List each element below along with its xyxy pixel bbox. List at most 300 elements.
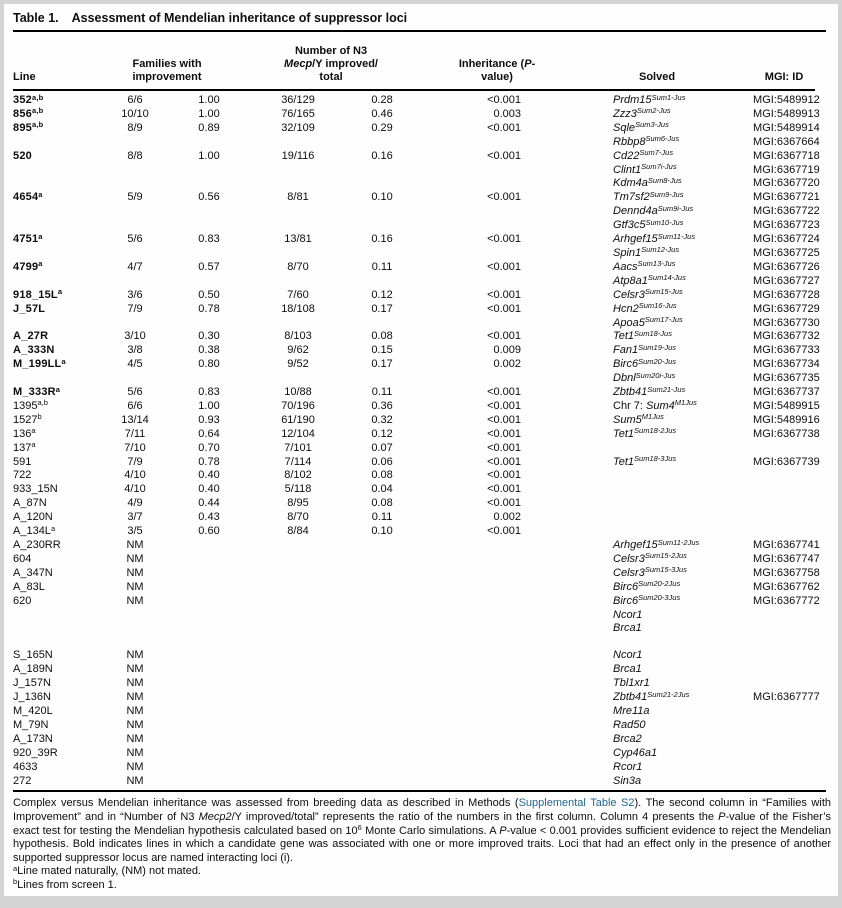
table-row xyxy=(13,595,815,609)
line-cell: $A\_134L^a$ xyxy=(13,523,56,538)
pvalue-cell xyxy=(421,317,551,331)
n3-fraction-cell xyxy=(253,622,343,636)
line-cell: 620 xyxy=(13,594,32,607)
table-row xyxy=(13,275,815,289)
families-ratio-cell xyxy=(165,677,253,691)
families-ratio-cell xyxy=(165,581,253,595)
line-cell: M_79N xyxy=(13,718,49,731)
text-segment: Mecp xyxy=(284,58,313,70)
mgi-id-cell: MGI:6367723 xyxy=(753,219,820,232)
table-row xyxy=(13,553,815,567)
pvalue-cell xyxy=(421,649,551,663)
families-fraction-cell xyxy=(105,136,165,150)
table-sheet xyxy=(4,4,838,896)
solved-cell xyxy=(551,108,701,122)
gene-symbol: Brca2 xyxy=(613,732,642,745)
line-cell: 895$^{a,b}$ xyxy=(13,120,44,134)
line-superscript: a,b xyxy=(37,398,48,408)
mgi-id-cell: MGI:6367722 xyxy=(753,205,820,218)
mgi-id-cell xyxy=(701,497,815,511)
gene-symbol: Zzz3 xyxy=(613,107,637,120)
families-fraction-cell: NM xyxy=(126,704,144,717)
families-ratio-cell: 1.00 xyxy=(198,107,220,120)
allele-superscript: Sum15-Jus xyxy=(644,287,683,297)
n3-fraction-cell xyxy=(253,275,343,289)
n3-fraction-cell: 32/109 xyxy=(281,121,315,134)
n3-ratio-cell xyxy=(343,595,421,609)
mgi-id-cell xyxy=(701,525,815,539)
mgi-id-cell: MGI:6367737 xyxy=(753,386,820,399)
pvalue-cell xyxy=(421,247,551,261)
n3-ratio-cell xyxy=(343,164,421,178)
n3-fraction-cell: 8/95 xyxy=(287,497,309,510)
supplemental-table-s2-link[interactable]: Supplemental Table S2 xyxy=(518,797,635,810)
pvalue-cell: 0.003 xyxy=(493,107,522,120)
line-cell xyxy=(13,177,105,191)
n3-ratio-cell: 0.10 xyxy=(371,191,393,204)
line-cell: J_136N xyxy=(13,691,51,704)
gene-symbol: Celsr3 xyxy=(613,552,645,565)
n3-fraction-cell xyxy=(253,205,343,219)
families-ratio-cell xyxy=(165,372,253,386)
pvalue-cell xyxy=(421,372,551,386)
pvalue-cell: <0.001 xyxy=(487,413,522,426)
gene-symbol: Rad50 xyxy=(613,718,646,731)
n3-ratio-cell xyxy=(343,205,421,219)
allele-superscript: Sum19-Jus xyxy=(638,342,677,352)
gene-symbol: Rcor1 xyxy=(613,760,643,773)
gene-symbol: Fan1 xyxy=(613,344,639,357)
table-row xyxy=(13,90,815,108)
text-segment: Monte Carlo simulations. A xyxy=(361,824,500,837)
spacer-cell xyxy=(13,636,815,649)
footnote-main xyxy=(13,797,831,865)
families-fraction-cell: 6/6 xyxy=(127,399,143,412)
n3-ratio-cell xyxy=(343,649,421,663)
line-cell: A_173N xyxy=(13,732,53,745)
pvalue-cell xyxy=(421,733,551,747)
allele-superscript: Sum13-Jus xyxy=(637,259,676,269)
families-ratio-cell xyxy=(165,705,253,719)
solved-cell xyxy=(551,775,701,789)
solved-cell xyxy=(551,456,701,470)
gene-symbol: Cd22 xyxy=(613,149,640,162)
pvalue-cell xyxy=(421,705,551,719)
n3-fraction-cell xyxy=(253,372,343,386)
mgi-id-cell xyxy=(701,622,815,636)
families-ratio-cell: 0.89 xyxy=(198,121,220,134)
line-cell xyxy=(13,609,105,623)
families-ratio-cell xyxy=(165,761,253,775)
n3-ratio-cell xyxy=(343,609,421,623)
line-cell: 137$^a$ xyxy=(13,440,36,454)
n3-fraction-cell: 8/102 xyxy=(284,469,312,482)
families-fraction-cell: 3/6 xyxy=(127,288,143,301)
allele-superscript: Sum6-Jus xyxy=(645,134,680,144)
n3-ratio-cell: 0.07 xyxy=(371,441,393,454)
pvalue-cell xyxy=(421,663,551,677)
n3-header-line3: total xyxy=(319,71,343,83)
text-segment: Complex versus Mendelian inheritance was assessed from breeding data as described in Methods ( xyxy=(13,797,519,810)
families-fraction-cell xyxy=(105,622,165,636)
gene-symbol: Brca1 xyxy=(613,622,642,635)
table-row xyxy=(13,567,815,581)
mgi-id-cell: MGI:5489915 xyxy=(753,399,820,412)
mgi-id-cell: MGI:6367777 xyxy=(753,691,820,704)
n3-fraction-cell xyxy=(253,609,343,623)
col-header-line-label: Line xyxy=(13,71,36,83)
pvalue-cell xyxy=(421,677,551,691)
solved-prefix: Chr 7: xyxy=(613,399,647,412)
allele-superscript: Sum20-3Jus xyxy=(638,593,681,603)
families-fraction-cell: NM xyxy=(126,774,144,787)
solved-cell xyxy=(551,247,701,261)
table-row xyxy=(13,525,815,539)
table-row xyxy=(13,150,815,164)
table-row xyxy=(13,108,815,122)
families-ratio-cell xyxy=(165,136,253,150)
n3-ratio-cell xyxy=(343,663,421,677)
families-fraction-cell: NM xyxy=(126,539,144,551)
solved-cell xyxy=(551,663,701,677)
line-cell: 920_39R xyxy=(13,746,58,759)
table-row xyxy=(13,164,815,178)
solved-cell xyxy=(551,317,701,331)
mgi-id-cell: MGI:5489914 xyxy=(753,121,820,134)
text-segment: -value of the Fisher’s exact test for testing the Mendelian hypothesis calculated based on 10 xyxy=(13,811,831,837)
allele-superscript: Sum15-3Jus xyxy=(644,565,687,575)
gene-symbol: Ncor1 xyxy=(613,608,643,621)
table-row xyxy=(13,719,815,733)
table-row xyxy=(13,428,815,442)
families-header-line1: Families with xyxy=(132,58,202,70)
mgi-id-cell: MGI:6367729 xyxy=(753,302,820,315)
n3-fraction-cell: 9/52 xyxy=(287,358,309,371)
n3-fraction-cell xyxy=(253,595,343,609)
solved-cell xyxy=(551,400,701,414)
mgi-id-cell xyxy=(701,705,815,719)
gene-symbol: Tet1 xyxy=(613,330,635,343)
solved-cell xyxy=(551,761,701,775)
families-ratio-cell: 0.78 xyxy=(198,302,220,315)
solved-cell xyxy=(551,595,701,609)
n3-fraction-cell xyxy=(253,247,343,261)
families-ratio-cell xyxy=(165,719,253,733)
families-ratio-cell: 1.00 xyxy=(198,94,220,106)
families-fraction-cell: 7/11 xyxy=(124,427,146,440)
n3-ratio-cell xyxy=(343,372,421,386)
solved-cell xyxy=(551,90,701,108)
solved-cell xyxy=(551,691,701,705)
allele-superscript: Sum1-Jus xyxy=(651,92,686,102)
mgi-id-cell: MGI:6367730 xyxy=(753,316,820,329)
col-header-inheritance xyxy=(421,32,551,90)
table-row xyxy=(13,497,815,511)
families-fraction-cell: 3/10 xyxy=(124,330,146,343)
mgi-id-cell: MGI:6367735 xyxy=(753,372,820,385)
pvalue-cell xyxy=(421,275,551,289)
allele-superscript: Sum12-Jus xyxy=(641,245,680,255)
families-ratio-cell xyxy=(165,733,253,747)
col-header-line xyxy=(13,32,105,90)
spacer-row xyxy=(13,636,815,649)
pvalue-cell: <0.001 xyxy=(487,94,522,106)
mgi-id-cell xyxy=(701,733,815,747)
gene-symbol: Dbnl xyxy=(613,372,636,385)
gene-symbol: Kdm4a xyxy=(613,177,648,190)
allele-superscript: Sum20i-Jus xyxy=(635,370,676,380)
pvalue-cell: <0.001 xyxy=(487,441,522,454)
n3-fraction-cell: 7/60 xyxy=(287,288,309,301)
pvalue-cell: 0.009 xyxy=(493,344,522,357)
families-ratio-cell xyxy=(165,317,253,331)
families-ratio-cell: 0.40 xyxy=(198,469,220,482)
n3-fraction-cell xyxy=(253,733,343,747)
gene-symbol: Birc6 xyxy=(613,580,639,593)
mgi-id-cell xyxy=(701,469,815,483)
n3-ratio-cell xyxy=(343,247,421,261)
line-superscript: a xyxy=(38,231,43,241)
pvalue-cell: <0.001 xyxy=(487,330,522,343)
table-row xyxy=(13,317,815,331)
mgi-id-cell: MGI:5489912 xyxy=(753,94,820,106)
line-cell: $918\_15L^a$ xyxy=(13,287,63,301)
table-row xyxy=(13,247,815,261)
table-caption: Assessment of Mendelian inheritance of suppressor loci xyxy=(71,11,408,25)
families-ratio-cell xyxy=(165,275,253,289)
n3-fraction-cell: 7/114 xyxy=(284,455,312,468)
solved-cell xyxy=(551,511,701,525)
text-segment: b xyxy=(13,877,18,887)
n3-fraction-cell xyxy=(253,747,343,761)
mgi-id-cell: MGI:6367762 xyxy=(753,580,820,593)
text-segment: Lines from screen 1. xyxy=(17,878,117,891)
n3-fraction-cell xyxy=(253,719,343,733)
families-ratio-cell xyxy=(165,219,253,233)
n3-ratio-cell: 0.10 xyxy=(371,525,393,538)
families-ratio-cell: 0.64 xyxy=(198,427,220,440)
line-cell xyxy=(13,247,105,261)
table-row xyxy=(13,663,815,677)
text-segment: /Y improved/total” represents the ratio of the numbers in the first column. Column 4 presents the xyxy=(231,811,719,823)
n3-fraction-cell: 8/70 xyxy=(287,511,309,524)
solved-cell xyxy=(551,428,701,442)
n3-ratio-cell xyxy=(343,553,421,567)
n3-ratio-cell: 0.11 xyxy=(371,511,393,524)
mgi-id-cell: MGI:6367733 xyxy=(753,344,820,357)
allele-superscript: Sum21-Jus xyxy=(647,384,686,394)
pvalue-cell: <0.001 xyxy=(487,427,522,440)
line-superscript: a xyxy=(55,384,61,394)
pvalue-cell: <0.001 xyxy=(487,469,522,482)
gene-symbol: Rbbp8 xyxy=(613,135,646,148)
text-segment: 6 xyxy=(357,823,362,833)
families-ratio-cell: 0.83 xyxy=(198,386,220,399)
gene-symbol: Arhgef15 xyxy=(613,539,658,551)
table-row xyxy=(13,122,815,136)
families-ratio-cell: 0.43 xyxy=(198,511,220,524)
line-cell xyxy=(13,219,105,233)
line-cell: $M\_199LL^a$ xyxy=(13,356,66,371)
n3-fraction-cell xyxy=(253,539,343,553)
families-fraction-cell: 7/9 xyxy=(127,455,143,468)
n3-fraction-cell: 10/88 xyxy=(284,386,312,399)
inheritance-header-label xyxy=(459,58,535,83)
n3-ratio-cell: 0.12 xyxy=(371,288,393,301)
pvalue-cell xyxy=(421,205,551,219)
n3-fraction-cell: 8/84 xyxy=(287,525,309,538)
pvalue-cell: <0.001 xyxy=(487,525,522,538)
families-ratio-cell: 0.50 xyxy=(198,288,220,301)
families-fraction-cell: 4/10 xyxy=(124,469,146,482)
families-ratio-cell: 0.56 xyxy=(198,191,220,204)
families-fraction-cell: NM xyxy=(126,760,144,773)
data-table xyxy=(13,32,820,788)
table-row xyxy=(13,677,815,691)
pvalue-cell: <0.001 xyxy=(487,191,522,204)
n3-ratio-cell: 0.15 xyxy=(371,344,393,357)
families-ratio-cell: 0.80 xyxy=(198,358,220,371)
table-row xyxy=(13,177,815,191)
families-fraction-cell: 5/9 xyxy=(127,191,143,204)
pvalue-cell xyxy=(421,691,551,705)
allele-superscript: Sum21-2Jus xyxy=(647,689,690,699)
gene-symbol: Cyp46a1 xyxy=(613,746,658,759)
n3-ratio-cell: 0.16 xyxy=(371,149,393,162)
pvalue-cell xyxy=(421,609,551,623)
mgi-id-cell xyxy=(701,775,815,789)
solved-header-label: Solved xyxy=(638,71,676,83)
line-cell: 352$^{a,b}$ xyxy=(13,92,44,106)
pvalue-cell: <0.001 xyxy=(487,233,522,246)
line-cell: 4799$^a$ xyxy=(13,259,43,273)
gene-symbol: Tet1 xyxy=(613,427,635,440)
line-cell: 1527$^b$ xyxy=(13,412,42,426)
line-superscript: a,b xyxy=(31,120,44,130)
pvalue-cell: <0.001 xyxy=(487,483,522,496)
line-cell: J_157N xyxy=(13,677,51,690)
n3-fraction-cell xyxy=(253,219,343,233)
pvalue-cell xyxy=(421,164,551,178)
mgi-id-cell: MGI:6367718 xyxy=(753,149,820,162)
solved-cell xyxy=(551,719,701,733)
allele-superscript: Sum9-Jus xyxy=(649,189,684,199)
families-ratio-cell xyxy=(165,205,253,219)
n3-ratio-cell: 0.36 xyxy=(371,399,393,412)
line-cell: 722 xyxy=(13,469,32,482)
line-cell: J_57L xyxy=(13,302,46,315)
table-row xyxy=(13,414,815,428)
pvalue-cell xyxy=(421,761,551,775)
table-row xyxy=(13,400,815,414)
solved-cell xyxy=(551,469,701,483)
line-cell: 136$^a$ xyxy=(13,426,36,440)
col-header-n3 xyxy=(253,32,421,90)
n3-fraction-cell xyxy=(253,775,343,789)
solved-cell xyxy=(551,733,701,747)
n3-ratio-cell xyxy=(343,219,421,233)
n3-fraction-cell xyxy=(253,663,343,677)
families-ratio-cell: 0.30 xyxy=(198,330,220,343)
families-fraction-cell: 3/7 xyxy=(127,511,143,524)
families-fraction-cell: 5/6 xyxy=(127,233,143,246)
allele-superscript: Sum18-3Jus xyxy=(634,454,677,464)
pvalue-cell: <0.001 xyxy=(487,260,522,273)
families-ratio-cell: 0.70 xyxy=(198,441,220,454)
mgi-id-cell xyxy=(701,663,815,677)
mgi-id-cell xyxy=(701,747,815,761)
mgi-id-cell: MGI:6367720 xyxy=(753,177,820,190)
n3-fraction-cell: 12/104 xyxy=(281,427,315,440)
mgi-id-cell: MGI:6367719 xyxy=(753,163,820,176)
families-fraction-cell xyxy=(105,372,165,386)
solved-cell xyxy=(551,622,701,636)
families-fraction-cell xyxy=(105,317,165,331)
n3-fraction-cell xyxy=(253,761,343,775)
pvalue-cell: <0.001 xyxy=(487,497,522,510)
n3-ratio-cell: 0.29 xyxy=(371,121,393,134)
table-row xyxy=(13,609,815,623)
gene-symbol: Zbtb41 xyxy=(613,386,648,399)
line-cell xyxy=(13,136,105,150)
line-cell: A_333N xyxy=(13,344,55,357)
allele-superscript: M1Jus xyxy=(641,412,664,422)
gene-symbol: Apoa5 xyxy=(613,316,645,329)
n3-ratio-cell: 0.12 xyxy=(371,427,393,440)
bottom-rule xyxy=(13,790,826,792)
families-ratio-cell: 0.57 xyxy=(198,260,220,273)
allele-superscript: Sum3-Jus xyxy=(635,120,669,130)
n3-fraction-cell xyxy=(253,691,343,705)
families-fraction-cell xyxy=(105,609,165,623)
table-row xyxy=(13,539,815,553)
col-header-families xyxy=(105,32,253,90)
families-fraction-cell: NM xyxy=(126,718,144,731)
n3-fraction-cell xyxy=(253,705,343,719)
families-ratio-cell xyxy=(165,247,253,261)
gene-symbol: Sum4 xyxy=(646,399,675,412)
families-fraction-cell: 4/5 xyxy=(127,358,143,371)
n3-fraction-cell: 61/190 xyxy=(281,413,315,426)
line-superscript: a xyxy=(31,426,36,436)
mgi-id-cell: MGI:6367732 xyxy=(753,330,820,343)
table-row xyxy=(13,191,815,205)
n3-ratio-cell xyxy=(343,677,421,691)
pvalue-cell: <0.001 xyxy=(487,149,522,162)
table-row xyxy=(13,289,815,303)
solved-cell xyxy=(551,525,701,539)
mgi-id-cell: MGI:6367724 xyxy=(753,233,820,246)
pvalue-cell: <0.001 xyxy=(487,288,522,301)
n3-fraction-cell: 8/70 xyxy=(287,260,309,273)
table-row xyxy=(13,469,815,483)
n3-fraction-cell xyxy=(253,164,343,178)
mgi-id-cell xyxy=(701,677,815,691)
pvalue-cell: <0.001 xyxy=(487,399,522,412)
text-segment: Inheritance ( xyxy=(458,58,525,70)
solved-cell xyxy=(551,483,701,497)
table-row xyxy=(13,622,815,636)
gene-symbol: Tm7sf2 xyxy=(613,191,650,204)
n3-ratio-cell: 0.08 xyxy=(371,497,393,510)
table-row xyxy=(13,581,815,595)
allele-superscript: Sum17-Jus xyxy=(644,315,683,324)
gene-symbol: Clint1 xyxy=(613,163,642,176)
gene-symbol: Hcn2 xyxy=(613,302,639,315)
families-fraction-cell: NM xyxy=(126,552,144,565)
table-row xyxy=(13,483,815,497)
families-fraction-cell xyxy=(105,219,165,233)
